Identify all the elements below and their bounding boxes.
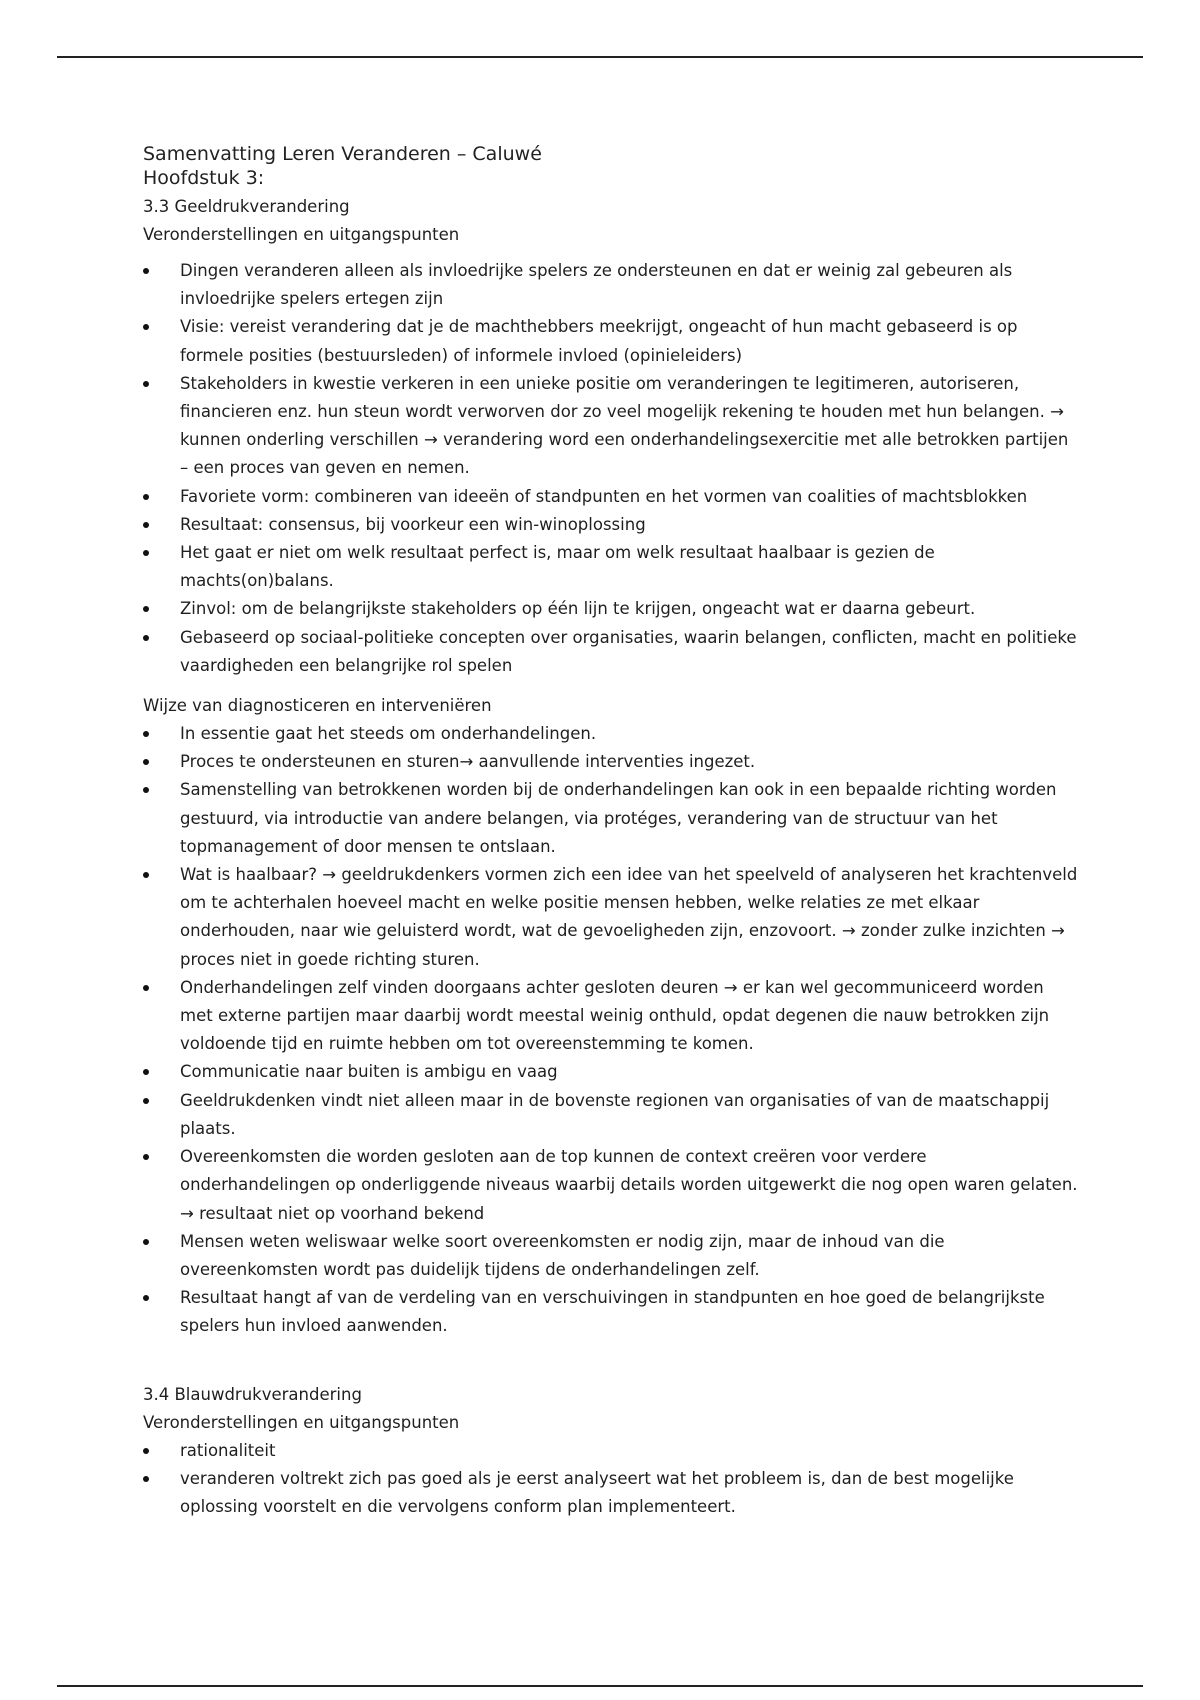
bullet-list-geeldruk-diagnose (143, 720, 1078, 1340)
subheading-diagnosticeren: Wijze van diagnosticeren en interveniëren (143, 696, 492, 716)
list-item: Wat is haalbaar? → geeldrukdenkers vormen zich een idee van het speelveld of analyseren het krachtenveld om te achterhalen hoeveel macht en welke positie mensen hebben, welke relaties ze met elkaar onderhouden, naar wie geluisterd wordt, wat de gevoeligheden zijn, enzovoort. → zonder zulke inzichten → proces niet in goede richting sturen. (143, 861, 1078, 974)
bullet-icon (143, 759, 149, 765)
document-title: Samenvatting Leren Veranderen – Caluwé (143, 143, 542, 165)
bullet-icon (143, 494, 149, 500)
bullet-icon (143, 381, 149, 387)
list-item: Onderhandelingen zelf vinden doorgaans achter gesloten deuren → er kan wel gecommuniceerd worden met externe partijen maar daarbij wordt meestal weinig onthuld, opdat degenen die nauw betrokken zijn voldoende tijd en ruimte hebben om tot overeenstemming te komen. (143, 974, 1078, 1059)
bullet-icon (143, 522, 149, 528)
subheading-uitgangspunten-geeldruk: Veronderstellingen en uitgangspunten (143, 225, 460, 244)
list-item: Geeldrukdenken vindt niet alleen maar in de bovenste regionen van organisaties of van de maatschappij plaats. (143, 1087, 1078, 1143)
bullet-list-blauwdruk (143, 1437, 1078, 1522)
list-item: Favoriete vorm: combineren van ideeën of standpunten en het vormen van coalities of machtsblokken (143, 483, 1078, 511)
list-item: Zinvol: om de belangrijkste stakeholders op één lijn te krijgen, ongeacht wat er daarna gebeurt. (143, 595, 1078, 623)
bullet-icon (143, 872, 149, 878)
list-item: In essentie gaat het steeds om onderhandelingen. (143, 720, 1078, 748)
bullet-icon (143, 985, 149, 991)
bullet-icon (143, 1154, 149, 1160)
section-heading-blauwdruk: 3.4 Blauwdrukverandering (143, 1384, 362, 1404)
list-item: Communicatie naar buiten is ambigu en vaag (143, 1058, 1078, 1086)
bullet-icon (143, 1069, 149, 1075)
footer-rule (57, 1685, 1143, 1687)
bullet-icon (143, 268, 149, 274)
header-rule (57, 56, 1143, 58)
bullet-icon (143, 1448, 149, 1454)
list-item: Resultaat hangt af van de verdeling van en verschuivingen in standpunten en hoe goed de belangrijkste spelers hun invloed aanwenden. (143, 1284, 1078, 1340)
bullet-icon (143, 550, 149, 556)
list-item: rationaliteit (143, 1437, 1078, 1465)
chapter-title: Hoofdstuk 3: (143, 167, 265, 189)
list-item: Dingen veranderen alleen als invloedrijke spelers ze ondersteunen en dat er weinig zal gebeuren als invloedrijke spelers ertegen zijn (143, 257, 1078, 313)
list-item: Overeenkomsten die worden gesloten aan de top kunnen de context creëren voor verdere onderhandelingen op onderliggende niveaus waarbij details worden uitgewerkt die nog open waren gelaten. → resultaat niet op voorhand bekend (143, 1143, 1078, 1228)
bullet-icon (143, 1239, 149, 1245)
bullet-icon (143, 1295, 149, 1301)
bullet-list-geeldruk-uitgangspunten (143, 257, 1078, 680)
list-item: Stakeholders in kwestie verkeren in een unieke positie om veranderingen te legitimeren, autoriseren, financieren enz. hun steun wordt verworven dor zo veel mogelijk rekening te houden met hun belangen. → kunnen onderling verschillen → verandering word een onderhandelingsexercitie met alle betrokken partijen – een proces van geven en nemen. (143, 370, 1078, 483)
bullet-icon (143, 606, 149, 612)
list-item: Samenstelling van betrokkenen worden bij de onderhandelingen kan ook in een bepaalde richting worden gestuurd, via introductie van andere belangen, via protéges, verandering van de structuur van het topmanagement of door mensen te ontslaan. (143, 776, 1078, 861)
bullet-icon (143, 787, 149, 793)
document-body (143, 142, 1078, 1521)
list-item: Visie: vereist verandering dat je de machthebbers meekrijgt, ongeacht of hun macht gebaseerd is op formele posities (bestuursleden) of informele invloed (opinieleiders) (143, 313, 1078, 369)
subheading-uitgangspunten-blauwdruk: Veronderstellingen en uitgangspunten (143, 1412, 460, 1432)
list-item: Het gaat er niet om welk resultaat perfect is, maar om welk resultaat haalbaar is gezien de machts(on)balans. (143, 539, 1078, 595)
bullet-icon (143, 1098, 149, 1104)
section-heading-geeldruk: 3.3 Geeldrukverandering (143, 197, 350, 216)
list-item: Resultaat: consensus, bij voorkeur een win-winoplossing (143, 511, 1078, 539)
bullet-icon (143, 324, 149, 330)
list-item: veranderen voltrekt zich pas goed als je eerst analyseert wat het probleem is, dan de best mogelijke oplossing voorstelt en die vervolgens conform plan implementeert. (143, 1465, 1078, 1521)
bullet-icon (143, 1476, 149, 1482)
list-item: Proces te ondersteunen en sturen→ aanvullende interventies ingezet. (143, 748, 1078, 776)
bullet-icon (143, 731, 149, 737)
list-item: Mensen weten weliswaar welke soort overeenkomsten er nodig zijn, maar de inhoud van die overeenkomsten wordt pas duidelijk tijdens de onderhandelingen zelf. (143, 1228, 1078, 1284)
list-item: Gebaseerd op sociaal-politieke concepten over organisaties, waarin belangen, conflicten, macht en politieke vaardigheden een belangrijke rol spelen (143, 624, 1078, 680)
bullet-icon (143, 635, 149, 641)
